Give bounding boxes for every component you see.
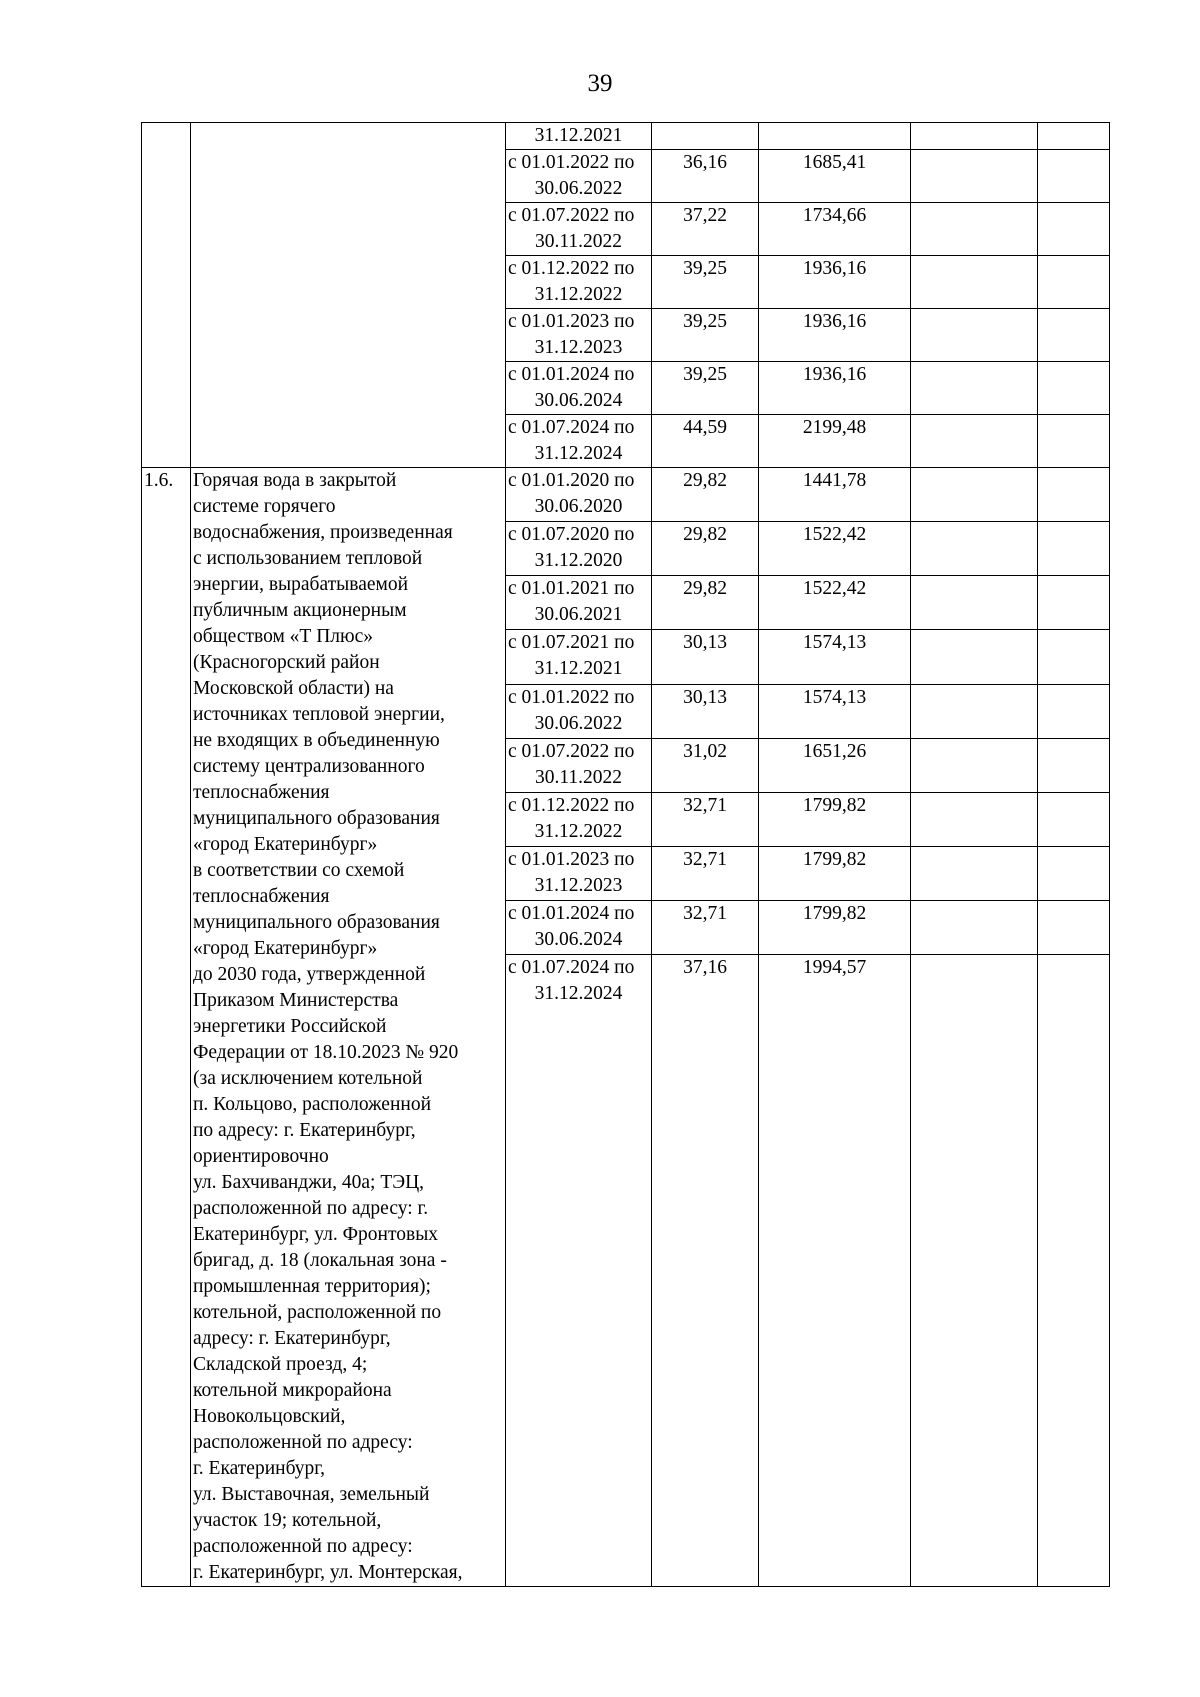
period-end: 31.12.2024 (534, 983, 623, 1005)
value1-cell (652, 738, 759, 792)
period-cell (506, 123, 652, 150)
value1-cell (652, 684, 759, 738)
empty-cell (1038, 150, 1110, 203)
tariff-value-2: 1936,16 (802, 258, 867, 279)
item-number-cell (142, 468, 191, 1587)
tariff-value-1: 30,13 (683, 632, 727, 654)
tariff-table (141, 122, 1110, 1587)
period-start: с 01.01.2024 по (508, 364, 635, 385)
item-name-line: «город Екатеринбург» (193, 938, 378, 959)
item-name-line: ул. Бахчиванджи, 40а; ТЭЦ, (193, 1172, 425, 1193)
tariff-value-2: 1685,41 (802, 152, 867, 173)
empty-cell (1038, 630, 1110, 684)
item-name-line: Горячая вода в закрытой (193, 470, 397, 491)
period-end: 30.06.2021 (534, 604, 623, 626)
period-cell (506, 738, 652, 792)
value2-cell (759, 203, 911, 256)
value1-cell (652, 415, 759, 468)
empty-cell (911, 362, 1038, 415)
period-cell (506, 901, 652, 955)
period-end: 30.06.2020 (534, 496, 623, 517)
item-name-line: участок 19; котельной, (193, 1510, 382, 1531)
tariff-value-1: 29,82 (683, 578, 727, 600)
period-start: с 01.07.2022 по (508, 740, 635, 762)
period-cell (506, 847, 652, 901)
item-name-line: энергии, вырабатываемой (193, 574, 409, 595)
value1-cell (652, 955, 759, 1587)
period-end: 31.12.2021 (534, 658, 623, 680)
period-cell (506, 362, 652, 415)
period-end: 30.06.2024 (534, 929, 623, 951)
tariff-value-1: 30,13 (683, 686, 727, 708)
item-name-line: промышленная территория); (193, 1276, 431, 1297)
table-row (142, 468, 1110, 522)
period-start: с 01.01.2022 по (508, 686, 635, 708)
tariff-value-1: 32,71 (683, 794, 727, 816)
tariff-value-2: 1936,16 (802, 311, 867, 332)
table-row (142, 123, 1110, 150)
period-cell (506, 792, 652, 846)
value2-cell (759, 576, 911, 630)
empty-cell (911, 955, 1038, 1587)
tariff-value-2: 1574,13 (802, 632, 867, 654)
empty-cell (911, 203, 1038, 256)
empty-cell (911, 684, 1038, 738)
empty-cell (1038, 792, 1110, 846)
value2-cell (759, 792, 911, 846)
empty-cell (1038, 955, 1110, 1587)
tariff-value-2: 1651,26 (802, 740, 867, 762)
tariff-value-2: 1574,13 (802, 686, 867, 708)
item-name-line: теплоснабжения (193, 886, 330, 907)
period-start: с 01.12.2022 по (508, 794, 635, 816)
value2-cell (759, 847, 911, 901)
period-end: 31.12.2023 (534, 337, 623, 358)
period-end: 31.12.2021 (534, 125, 623, 146)
empty-cell (1038, 847, 1110, 901)
item-name-cell (191, 123, 506, 468)
period-end: 30.11.2022 (534, 766, 623, 788)
value2-cell (759, 415, 911, 468)
period-start: с 01.01.2021 по (508, 578, 635, 600)
empty-cell (759, 123, 911, 150)
value2-cell (759, 630, 911, 684)
item-name-line: ориентировочно (193, 1146, 329, 1167)
item-name-line: муниципального образования (193, 808, 440, 829)
empty-cell (1038, 123, 1110, 150)
empty-cell (1038, 415, 1110, 468)
period-start: с 01.07.2021 по (508, 632, 635, 654)
item-name-line: «город Екатеринбург» (193, 834, 378, 855)
item-name-line: источниках тепловой энергии, (193, 704, 445, 725)
empty-cell (1038, 738, 1110, 792)
tariff-value-2: 2199,48 (802, 417, 867, 438)
period-end: 30.11.2022 (534, 231, 623, 252)
period-cell (506, 150, 652, 203)
tariff-value-2: 1522,42 (802, 524, 867, 546)
period-end: 31.12.2024 (534, 443, 623, 464)
empty-cell (1038, 576, 1110, 630)
empty-cell (911, 309, 1038, 362)
item-name-line: п. Кольцово, расположенной (193, 1094, 432, 1115)
empty-cell (911, 738, 1038, 792)
empty-cell (911, 256, 1038, 309)
period-start: с 01.12.2022 по (508, 258, 635, 279)
period-end: 30.06.2022 (534, 712, 623, 734)
item-name-line: расположенной по адресу: (193, 1536, 413, 1557)
empty-cell (911, 123, 1038, 150)
tariff-value-1: 39,25 (683, 311, 727, 332)
item-name-line: систему централизованного (193, 756, 425, 777)
item-name-line: с использованием тепловой (193, 548, 423, 569)
period-start: с 01.07.2022 по (508, 205, 635, 226)
item-name-line: Московской области) на (193, 678, 394, 699)
item-name-line: бригад, д. 18 (локальная зона - (193, 1250, 447, 1271)
item-name-line: расположенной по адресу: г. (193, 1198, 429, 1219)
period-start: с 01.01.2024 по (508, 903, 635, 925)
item-name-line: г. Екатеринбург, (193, 1458, 325, 1479)
tariff-value-1: 32,71 (683, 903, 727, 925)
empty-cell (1038, 362, 1110, 415)
value2-cell (759, 468, 911, 522)
period-end: 31.12.2022 (534, 820, 623, 842)
item-name-line: по адресу: г. Екатеринбург, (193, 1120, 416, 1141)
period-cell (506, 256, 652, 309)
empty-cell (911, 792, 1038, 846)
value1-cell (652, 150, 759, 203)
item-name-line: Приказом Министерства (193, 990, 399, 1011)
item-name-line: адресу: г. Екатеринбург, (193, 1328, 391, 1349)
item-name-line: в соответствии со схемой (193, 860, 405, 881)
value2-cell (759, 684, 911, 738)
empty-cell (1038, 468, 1110, 522)
item-name-cell (191, 468, 506, 1587)
item-name-line: Федерации от 18.10.2023 № 920 (193, 1042, 459, 1063)
value2-cell (759, 522, 911, 576)
period-start: с 01.07.2024 по (508, 957, 635, 979)
tariff-value-2: 1994,57 (802, 957, 867, 979)
empty-cell (911, 576, 1038, 630)
tariff-value-1: 44,59 (683, 417, 727, 438)
tariff-value-2: 1734,66 (802, 205, 867, 226)
value1-cell (652, 630, 759, 684)
period-cell (506, 576, 652, 630)
period-start: с 01.07.2024 по (508, 417, 635, 438)
empty-cell (911, 847, 1038, 901)
value2-cell (759, 955, 911, 1587)
empty-cell (911, 630, 1038, 684)
item-name-line: (за исключением котельной (193, 1068, 423, 1089)
tariff-value-2: 1441,78 (802, 470, 867, 491)
item-name-line: теплоснабжения (193, 782, 330, 803)
period-cell (506, 203, 652, 256)
period-cell (506, 955, 652, 1587)
item-name-line: системе горячего (193, 496, 336, 517)
empty-cell (1038, 522, 1110, 576)
value1-cell (652, 792, 759, 846)
period-cell (506, 309, 652, 362)
tariff-value-1: 39,25 (683, 258, 727, 279)
tariff-value-1: 31,02 (683, 740, 727, 762)
empty-cell (911, 901, 1038, 955)
item-name-line: ул. Выставочная, земельный (193, 1484, 430, 1505)
tariff-value-2: 1522,42 (802, 578, 867, 600)
empty-cell (1038, 309, 1110, 362)
tariff-value-1: 36,16 (683, 152, 727, 173)
item-number-cell (142, 123, 191, 468)
empty-cell (911, 522, 1038, 576)
item-number: 1.6. (144, 470, 174, 491)
value2-cell (759, 150, 911, 203)
period-start: с 01.01.2023 по (508, 311, 635, 332)
tariff-value-2: 1799,82 (802, 849, 867, 871)
tariff-value-1: 32,71 (683, 849, 727, 871)
tariff-value-1: 37,16 (683, 957, 727, 979)
period-start: с 01.01.2023 по (508, 849, 635, 871)
period-start: с 01.01.2022 по (508, 152, 635, 173)
value1-cell (652, 309, 759, 362)
period-end: 31.12.2020 (534, 550, 623, 572)
tariff-value-1: 29,82 (683, 470, 727, 491)
empty-cell (1038, 256, 1110, 309)
period-end: 31.12.2023 (534, 875, 623, 897)
item-name-line: муниципального образования (193, 912, 440, 933)
tariff-value-2: 1936,16 (802, 364, 867, 385)
item-name-line: расположенной по адресу: (193, 1432, 413, 1453)
item-name-line: Екатеринбург, ул. Фронтовых (193, 1224, 439, 1245)
tariff-value-1: 37,22 (683, 205, 727, 226)
empty-cell (652, 123, 759, 150)
empty-cell (911, 468, 1038, 522)
period-cell (506, 630, 652, 684)
value1-cell (652, 203, 759, 256)
value1-cell (652, 362, 759, 415)
period-cell (506, 468, 652, 522)
empty-cell (911, 415, 1038, 468)
value1-cell (652, 901, 759, 955)
value1-cell (652, 256, 759, 309)
period-start: с 01.07.2020 по (508, 524, 635, 546)
period-cell (506, 415, 652, 468)
item-name-line: котельной микрорайона (193, 1380, 392, 1401)
empty-cell (1038, 901, 1110, 955)
period-end: 31.12.2022 (534, 284, 623, 305)
page-number: 39 (587, 70, 613, 97)
item-name-line: не входящих в объединенную (193, 730, 440, 751)
item-name-line: публичным акционерным (193, 600, 407, 621)
empty-cell (911, 150, 1038, 203)
period-cell (506, 522, 652, 576)
item-name-line: обществом «Т Плюс» (193, 626, 373, 647)
item-name-line: до 2030 года, утвержденной (193, 964, 426, 985)
period-start: с 01.01.2020 по (508, 470, 635, 491)
value2-cell (759, 309, 911, 362)
tariff-value-2: 1799,82 (802, 794, 867, 816)
value2-cell (759, 738, 911, 792)
value2-cell (759, 256, 911, 309)
value1-cell (652, 576, 759, 630)
period-end: 30.06.2022 (534, 178, 623, 199)
item-name-line: г. Екатеринбург, ул. Монтерская, (193, 1562, 463, 1583)
value1-cell (652, 522, 759, 576)
value2-cell (759, 362, 911, 415)
period-end: 30.06.2024 (534, 390, 623, 411)
item-name-line: энергетики Российской (193, 1016, 387, 1037)
tariff-value-1: 39,25 (683, 364, 727, 385)
empty-cell (1038, 203, 1110, 256)
value1-cell (652, 847, 759, 901)
tariff-value-1: 29,82 (683, 524, 727, 546)
item-name-line: Новокольцовский, (193, 1406, 346, 1427)
empty-cell (1038, 684, 1110, 738)
period-cell (506, 684, 652, 738)
tariff-value-2: 1799,82 (802, 903, 867, 925)
value1-cell (652, 468, 759, 522)
item-name-line: Складской проезд, 4; (193, 1354, 368, 1375)
item-name-line: котельной, расположенной по (193, 1302, 442, 1323)
value2-cell (759, 901, 911, 955)
item-name-line: (Красногорский район (193, 652, 380, 673)
item-name-line: водоснабжения, произведенная (193, 522, 453, 543)
